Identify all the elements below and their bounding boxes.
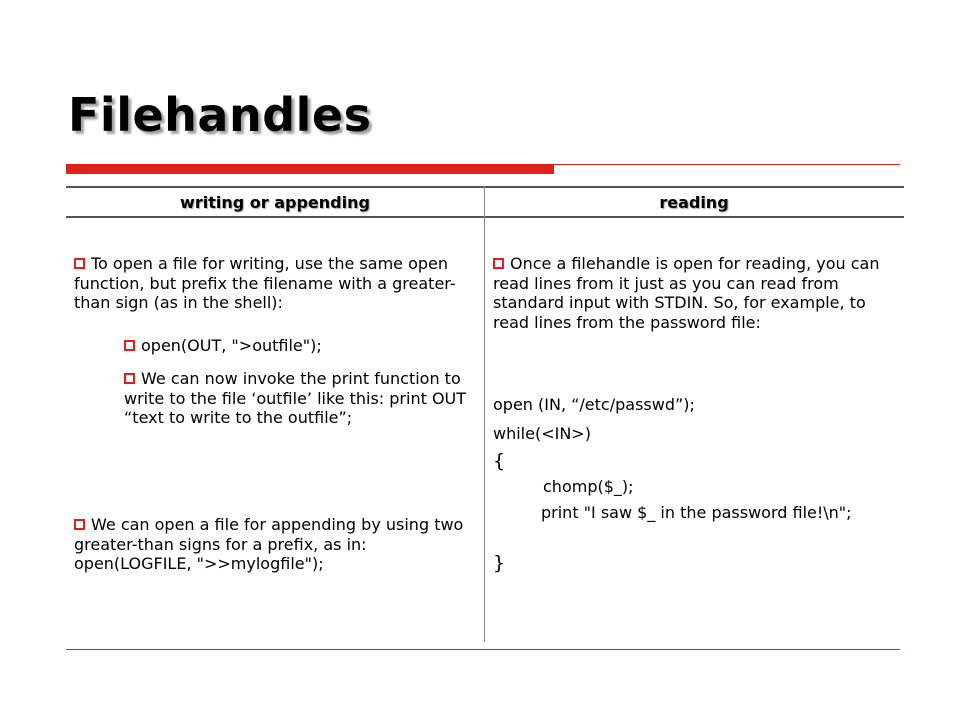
table-header-top-border xyxy=(66,186,904,188)
left-subitem-open-out: open(OUT, ">outfile"); xyxy=(124,336,474,356)
code-line-chomp: chomp($_); xyxy=(543,477,634,496)
left-paragraph-open-writing: To open a file for writing, use the same open function, but prefix the filename with a greater-than sign (as in the shell): xyxy=(74,254,456,312)
square-bullet-icon xyxy=(74,519,85,530)
code-line-open: open (IN, “/etc/passwd”); xyxy=(493,395,695,414)
left-subitem-print: We can now invoke the print function to write to the file ‘outfile’ like this: print OUT “text to write to the outfile”; xyxy=(124,369,467,427)
square-bullet-icon xyxy=(493,258,504,269)
right-paragraph-reading: Once a filehandle is open for reading, you can read lines from it just as you can read from standard input with STDIN. So, for example, to read lines from the password file: xyxy=(493,254,880,332)
square-bullet-icon xyxy=(124,340,135,351)
code-line-close-brace: } xyxy=(493,552,506,574)
code-line-while: while(<IN>) xyxy=(493,424,591,443)
code-line-open-brace: { xyxy=(493,450,506,472)
column-divider xyxy=(484,186,485,642)
column-header-writing: writing or appending xyxy=(180,193,370,212)
square-bullet-icon xyxy=(74,258,85,269)
column-header-reading: reading xyxy=(659,193,729,212)
code-line-print: print "I saw $_ in the password file!\n"; xyxy=(541,503,852,522)
slide-bottom-line xyxy=(66,649,900,650)
title-underline-bar xyxy=(66,164,554,174)
slide-title: Filehandles xyxy=(68,88,372,142)
left-paragraph-appending: We can open a file for appending by using two greater-than signs for a prefix, as in: open(LOGFILE, ">>mylogfile"); xyxy=(74,515,464,573)
table-header-bottom-border xyxy=(66,216,904,218)
title-underline-thin xyxy=(554,164,900,165)
square-bullet-icon xyxy=(124,373,135,384)
